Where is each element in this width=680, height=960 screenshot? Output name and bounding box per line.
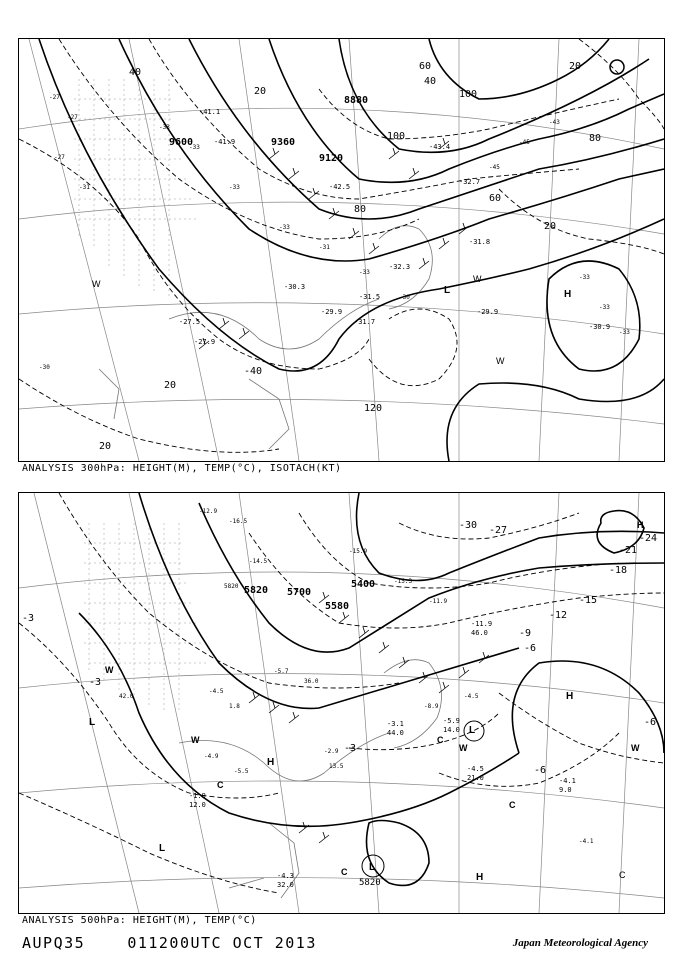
- chart-valid-time: 011200UTC OCT 2013: [127, 934, 317, 952]
- svg-text:-4.5: -4.5: [464, 693, 479, 700]
- height-label: 5400: [351, 579, 376, 590]
- svg-text:-27: -27: [49, 94, 60, 101]
- svg-text:-12.9: -12.9: [199, 508, 218, 515]
- svg-text:-2.9: -2.9: [324, 748, 339, 755]
- svg-text:-33: -33: [619, 329, 630, 336]
- caption-300hpa: ANALYSIS 300hPa: HEIGHT(M), TEMP(°C), ISOTACH(KT): [22, 463, 342, 474]
- temp-label: -6: [524, 643, 537, 654]
- temp-label: -3: [22, 613, 35, 624]
- temp-label: -6: [534, 765, 547, 776]
- obs-label: 32.0: [277, 881, 294, 889]
- isotach-label: 60: [489, 193, 502, 204]
- obs-label: 14.0: [443, 726, 460, 734]
- svg-text:1.8: 1.8: [229, 703, 240, 710]
- chart-code: AUPQ35: [22, 934, 86, 952]
- temp-label: -42.5: [329, 183, 351, 191]
- svg-text:5820: 5820: [224, 583, 239, 590]
- high-center-marker: H: [637, 520, 644, 530]
- system-labels-500-minor: [105, 520, 644, 877]
- obs-label: 9.0: [559, 786, 572, 794]
- height-labels-500: [244, 579, 381, 888]
- isotach-label: 20: [99, 441, 112, 452]
- temp-label: -3: [89, 677, 102, 688]
- svg-text:-4.5: -4.5: [209, 688, 224, 695]
- cold-marker: C: [217, 780, 224, 790]
- warm-marker: W: [473, 274, 482, 284]
- cold-marker-alt: C: [619, 870, 626, 880]
- low-pressure-marker: L: [369, 862, 376, 873]
- temp-label: -32.7: [459, 178, 481, 186]
- height-labels-300: [169, 95, 368, 164]
- svg-text:-45: -45: [519, 139, 530, 146]
- temp-label: -43.4: [429, 143, 451, 151]
- svg-text:-4.1: -4.1: [579, 838, 594, 845]
- chart-300hpa: [18, 38, 665, 462]
- temp-label: -9: [519, 628, 532, 639]
- obs-temps-300: [39, 94, 630, 371]
- isotach-label: 20: [544, 221, 557, 232]
- temp-label: -29.9: [477, 308, 499, 316]
- svg-text:-33: -33: [279, 224, 290, 231]
- svg-text:-15.3: -15.3: [394, 578, 413, 585]
- temp-label: -41.9: [214, 138, 236, 146]
- agency-credit: Japan Meteorological Agency: [512, 937, 648, 949]
- isotach-label: 40: [129, 67, 142, 78]
- obs-label: 21.0: [467, 774, 484, 782]
- caption-500hpa: ANALYSIS 500hPa: HEIGHT(M), TEMP(°C): [22, 915, 257, 926]
- high-pressure-marker: H: [267, 757, 275, 768]
- height-label: 5580: [325, 601, 350, 612]
- temp-label: -27.5: [179, 318, 201, 326]
- isotach-label: 20: [254, 86, 267, 97]
- temp-label: -3: [344, 743, 357, 754]
- svg-text:-43: -43: [549, 119, 560, 126]
- system-labels-500: [89, 691, 626, 883]
- low-pressure-marker: L: [444, 285, 451, 296]
- warm-marker: W: [496, 356, 505, 366]
- low-pressure-marker: L: [469, 725, 476, 736]
- high-pressure-marker: H: [566, 691, 574, 702]
- map-500hpa: [19, 493, 664, 913]
- svg-text:42.0: 42.0: [119, 693, 134, 700]
- warm-marker: W: [631, 743, 640, 753]
- temp-label-large: -40: [244, 366, 263, 377]
- cold-marker: C: [509, 800, 516, 810]
- svg-text:-15.9: -15.9: [349, 548, 368, 555]
- obs-label: -4.1: [559, 777, 576, 785]
- temp-label: -31.5: [359, 293, 381, 301]
- temp-label: -30.3: [284, 283, 306, 291]
- height-label: 5820: [244, 585, 269, 596]
- wind-barbs-300: [199, 138, 469, 349]
- cold-marker: C: [341, 867, 348, 877]
- height-label: 9120: [319, 153, 344, 164]
- isotach-label: 20: [164, 380, 177, 391]
- graticule-300: [19, 39, 664, 461]
- temp-label: -30.9: [589, 323, 611, 331]
- svg-text:-5.5: -5.5: [234, 768, 249, 775]
- temp-label: -24: [639, 533, 658, 544]
- low-pressure-marker: L: [159, 843, 166, 854]
- isotach-label: 20: [569, 61, 582, 72]
- temp-label: -31.7: [354, 318, 376, 326]
- obs-label: 12.0: [189, 801, 206, 809]
- temp-label: -32.3: [389, 263, 411, 271]
- temp-labels-500: [22, 520, 657, 776]
- chart-500hpa: [18, 492, 665, 914]
- svg-text:-30: -30: [399, 294, 410, 301]
- temp-label: -41.1: [199, 108, 221, 116]
- svg-text:-33: -33: [159, 124, 170, 131]
- obs-label: -4.3: [277, 872, 294, 880]
- obs-label: -5.9: [443, 717, 460, 725]
- cold-marker: C: [437, 735, 444, 745]
- temp-label: -30: [459, 520, 478, 531]
- svg-text:-5.7: -5.7: [274, 668, 289, 675]
- isotach-label: 100: [459, 89, 478, 100]
- isotach-label: 80: [589, 133, 602, 144]
- temp-label: -21: [619, 545, 638, 556]
- warm-marker: W: [105, 665, 114, 675]
- isotach-label: 40: [424, 76, 437, 87]
- temp-label: -27.9: [194, 338, 216, 346]
- svg-text:-31: -31: [79, 184, 90, 191]
- temp-label: -12: [549, 610, 568, 621]
- isotach-label: 80: [354, 204, 367, 215]
- low-pressure-marker: L: [89, 717, 96, 728]
- svg-text:13.5: 13.5: [329, 763, 344, 770]
- high-pressure-marker: H: [564, 289, 572, 300]
- svg-text:-31: -31: [319, 244, 330, 251]
- temp-label: -6: [644, 717, 657, 728]
- height-label: 8880: [344, 95, 369, 106]
- height-label: 5820: [359, 878, 381, 888]
- warm-marker: W: [92, 279, 101, 289]
- svg-text:-33: -33: [599, 304, 610, 311]
- temp-label: -31.8: [469, 238, 491, 246]
- isotach-label: 100: [387, 131, 406, 142]
- height-contours-500: [79, 493, 664, 886]
- svg-text:-16.5: -16.5: [229, 518, 248, 525]
- svg-text:-8.9: -8.9: [424, 703, 439, 710]
- coastline-500: [179, 660, 442, 898]
- landmass-hatching-300: [74, 79, 199, 299]
- temp-label: -18: [609, 565, 628, 576]
- isotach-label: 120: [364, 403, 383, 414]
- high-pressure-marker: H: [476, 872, 484, 883]
- height-label: 5700: [287, 587, 312, 598]
- obs-label: -1.9: [189, 792, 206, 800]
- height-label: 9360: [271, 137, 296, 148]
- svg-text:-33: -33: [579, 274, 590, 281]
- svg-text:-4.9: -4.9: [204, 753, 219, 760]
- svg-text:-14.5: -14.5: [249, 558, 268, 565]
- svg-text:-33: -33: [229, 184, 240, 191]
- temp-label: -15: [579, 595, 598, 606]
- map-300hpa: [19, 39, 664, 461]
- temp-label: -27: [489, 525, 508, 536]
- svg-text:-11.9: -11.9: [429, 598, 448, 605]
- isotach-contours-300: [19, 39, 664, 452]
- coastline-300: [99, 226, 432, 449]
- svg-text:-33: -33: [359, 269, 370, 276]
- obs-label: 46.0: [471, 629, 488, 637]
- temp-label: -29.9: [321, 308, 343, 316]
- height-label: 9600: [169, 137, 194, 148]
- svg-text:-30: -30: [39, 364, 50, 371]
- graticule-500: [19, 493, 664, 913]
- svg-text:-27: -27: [54, 154, 65, 161]
- isotach-label: 60: [419, 61, 432, 72]
- svg-text:-45: -45: [489, 164, 500, 171]
- obs-label: -3.1: [387, 720, 404, 728]
- obs-label: 44.0: [387, 729, 404, 737]
- warm-marker: W: [459, 743, 468, 753]
- svg-text:-27: -27: [67, 114, 78, 121]
- obs-label: -11.9: [471, 620, 493, 628]
- obs-label: -4.5: [467, 765, 484, 773]
- chart-identifier: [22, 934, 317, 952]
- svg-text:-33: -33: [189, 144, 200, 151]
- warm-marker: W: [191, 735, 200, 745]
- svg-text:36.0: 36.0: [304, 678, 319, 685]
